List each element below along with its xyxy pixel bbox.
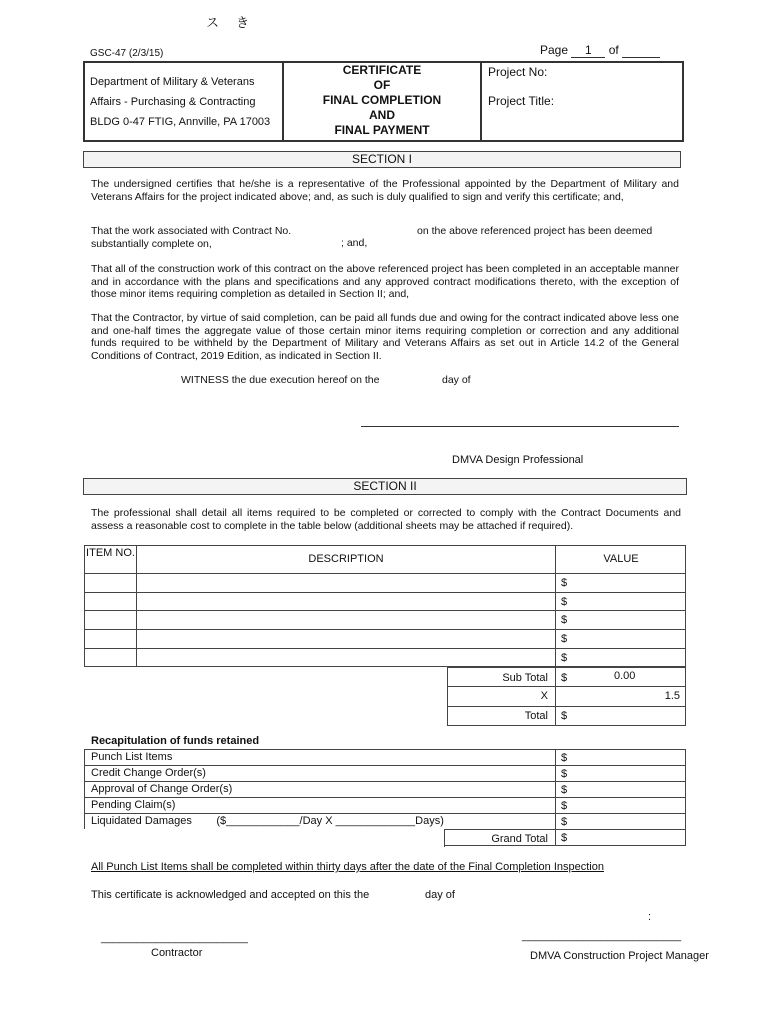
title-line-5: FINAL PAYMENT	[334, 123, 430, 137]
recap-rule-1	[84, 765, 686, 766]
and-text: ; and,	[341, 237, 368, 249]
totals-rule-1	[447, 686, 686, 687]
subtotal-label: Sub Total	[502, 672, 548, 684]
total-currency: $	[561, 710, 568, 722]
project-title-label: Project Title:	[488, 94, 555, 108]
recap-currency-4: $	[561, 800, 568, 812]
section-2-intro: The professional shall detail all items required to be completed or corrected to comply with the Contract Documents and assess a reasonable cost to complete in the table below (additional sheets may be attached if required).	[91, 507, 681, 532]
acknowledgement-text: This certificate is acknowledged and accepted on this the	[91, 889, 370, 901]
section-1-para-2	[91, 225, 679, 250]
page-of-label: of	[608, 43, 619, 57]
contractor-label: Contractor	[151, 947, 203, 959]
witness-day-of: day of	[442, 374, 471, 386]
certificate-title	[284, 63, 480, 138]
pm-label: DMVA Construction Project Manager	[530, 950, 709, 962]
subtotal-value: 0.00	[614, 670, 636, 682]
recap-item-liquidated: Liquidated Damages ($____________/Day X _____________Days)	[91, 815, 444, 827]
punch-list-note: All Punch List Items shall be completed within thirty days after the date of the Final Completion Inspection	[91, 861, 604, 873]
page-total-blank	[622, 43, 660, 58]
recap-item-approval: Approval of Change Order(s)	[91, 783, 233, 795]
pm-signature-line[interactable]: __________________________	[522, 930, 682, 942]
deemed-text: on the above referenced project has been deemed	[417, 225, 653, 237]
recap-title: Recapitulation of funds retained	[91, 735, 260, 747]
section-2-title: SECTION II	[83, 478, 687, 495]
col-value: VALUE	[603, 553, 639, 565]
section-1-title: SECTION I	[83, 151, 681, 168]
section-1-para-1: The undersigned certifies that he/she is a representative of the Professional appointed by the Department of Military and Veterans Affairs for the project indicated above; and, as such is duly qualified to sign and verify this certificate; and,	[91, 178, 679, 203]
items-row-rule-1	[84, 592, 686, 593]
recap-currency-5: $	[561, 816, 568, 828]
recap-rule-2	[84, 781, 686, 782]
acknowledgement-day-of: day of	[425, 889, 455, 901]
col-item-no: ITEM NO.	[86, 547, 135, 559]
row-3-currency: $	[561, 614, 568, 626]
page-label: Page	[540, 43, 569, 57]
totals-divider	[555, 667, 556, 726]
design-professional-label: DMVA Design Professional	[452, 454, 584, 466]
row-4-currency: $	[561, 633, 568, 645]
multiplier-value: 1.5	[664, 690, 680, 702]
design-professional-signature-line[interactable]	[361, 426, 679, 427]
subtotal-currency: $	[561, 672, 568, 684]
grand-total-label: Grand Total	[491, 833, 548, 845]
title-line-3: FINAL COMPLETION	[322, 93, 442, 107]
recap-currency-6: $	[561, 832, 568, 844]
row-2-currency: $	[561, 596, 568, 608]
recap-currency-3: $	[561, 784, 568, 796]
header-divider-right	[480, 61, 482, 140]
title-line-1: CERTIFICATE	[342, 63, 422, 77]
row-5-currency: $	[561, 652, 568, 664]
totals-rule-2	[447, 706, 686, 707]
witness-text: WITNESS the due execution hereof on the	[181, 374, 380, 386]
recap-item-pending: Pending Claim(s)	[91, 799, 176, 811]
recap-currency-2: $	[561, 768, 568, 780]
recap-rule-4	[84, 813, 686, 814]
section-1-para-3: That all of the construction work of this contract on the above referenced project has been completed in an acceptable manner and in accordance with the plans and specifications and any approved contract modifications thereto, with the exception of those minor items requiring completion as detailed in Section II; and,	[91, 263, 679, 300]
section-1-para-4: That the Contractor, by virtue of said completion, can be paid all funds due and owing for the contract indicated above less one and one-half times the aggregate value of those certain minor items requiring completion or correction and any additional funds required to be withheld by the Department of Military and Veterans Affairs as set out in Article 14.2 of the General Conditions of Contract, 2019 Edition, as indicated in Section II.	[91, 312, 679, 362]
recap-rule-3	[84, 797, 686, 798]
recap-item-credit: Credit Change Order(s)	[91, 767, 206, 779]
department-block	[90, 72, 270, 132]
grand-total-left-edge	[444, 829, 445, 847]
items-row-rule-3	[84, 629, 686, 630]
recap-mask	[84, 829, 444, 847]
items-row-rule-2	[84, 610, 686, 611]
contract-no-label: That the work associated with Contract No.	[91, 225, 292, 237]
page-indicator	[540, 43, 660, 58]
footer-colon: :	[648, 911, 652, 923]
items-header-rule	[84, 573, 686, 574]
col-description: DESCRIPTION	[308, 553, 384, 565]
recap-currency-1: $	[561, 752, 568, 764]
substantially-complete-label: substantially complete on,	[91, 237, 212, 250]
title-line-4: AND	[369, 108, 395, 122]
items-row-rule-4	[84, 648, 686, 649]
recap-item-punch: Punch List Items	[91, 751, 173, 763]
multiplier-label: X	[540, 690, 548, 702]
form-id: GSC-47 (2/3/15)	[90, 48, 164, 59]
total-label: Total	[524, 710, 548, 722]
contractor-signature-line[interactable]: ________________________	[101, 932, 248, 944]
dept-line-2: Affairs - Purchasing & Contracting	[90, 96, 256, 108]
top-mark: ス き	[206, 15, 252, 30]
page-number: 1	[571, 43, 605, 58]
dept-line-3: BLDG 0-47 FTIG, Annville, PA 17003	[90, 116, 271, 128]
title-line-2: OF	[373, 78, 391, 92]
project-no-label: Project No:	[488, 65, 548, 79]
row-1-currency: $	[561, 577, 568, 589]
dept-line-1: Department of Military & Veterans	[90, 76, 255, 88]
